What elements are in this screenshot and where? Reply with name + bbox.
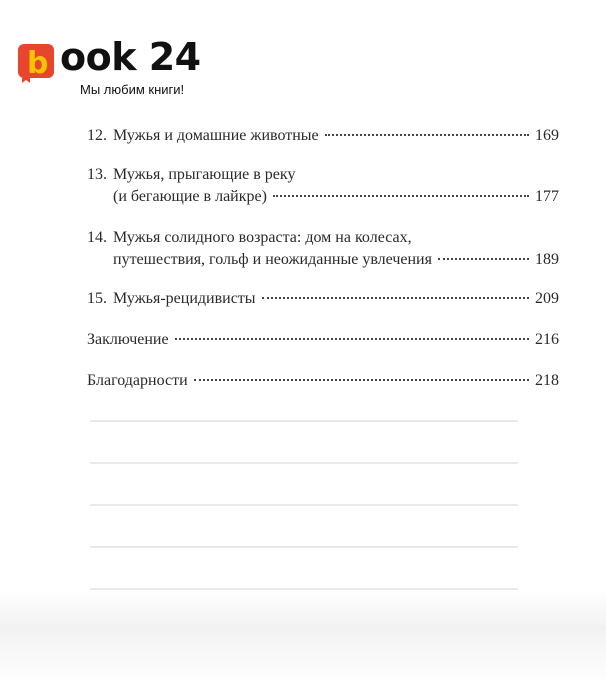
toc-entry <box>87 329 559 351</box>
toc-page-number: 169 <box>535 127 559 144</box>
book-icon <box>18 36 56 84</box>
toc-entry <box>87 370 559 392</box>
toc-page-number: 218 <box>535 372 559 389</box>
reverse-page-bleed <box>90 390 566 610</box>
toc-entry <box>87 227 559 271</box>
toc-leader <box>194 379 529 381</box>
toc-title: Мужья солидного возраста: дом на колесах, <box>113 229 412 246</box>
toc-number: 15. <box>87 290 107 307</box>
toc-title: Мужья и домашние животные <box>113 127 319 144</box>
toc-title: Благодарности <box>87 372 188 389</box>
page-bottom-fade <box>0 590 606 685</box>
toc-title-continued: (и бегающие в лайкре) <box>113 188 267 205</box>
logo-wordmark: ook 24 <box>60 35 201 79</box>
toc-number: 14. <box>87 229 107 246</box>
toc-title: Заключение <box>87 331 169 348</box>
toc-title: Мужья, прыгающие в реку <box>113 166 296 183</box>
toc-page-number: 177 <box>535 188 559 205</box>
toc-leader <box>273 195 529 197</box>
logo-tagline: Мы любим книги! <box>80 82 185 97</box>
toc-leader <box>438 258 529 260</box>
toc-page-number: 209 <box>535 290 559 307</box>
toc-number: 13. <box>87 166 107 183</box>
book24-logo <box>18 36 218 106</box>
toc-title-continued: путешествия, гольф и неожиданные увлечения <box>113 251 432 268</box>
logo-mark-letter: b <box>27 46 49 81</box>
toc-entry <box>87 288 559 310</box>
toc-number: 12. <box>87 127 107 144</box>
toc-title: Мужья-рецидивисты <box>113 290 256 307</box>
toc-page-number: 216 <box>535 331 559 348</box>
toc-entry <box>87 125 559 147</box>
toc-leader <box>175 338 529 340</box>
toc-leader <box>325 134 529 136</box>
toc-page-number: 189 <box>535 251 559 268</box>
toc-entry <box>87 164 559 208</box>
toc-leader <box>262 297 529 299</box>
